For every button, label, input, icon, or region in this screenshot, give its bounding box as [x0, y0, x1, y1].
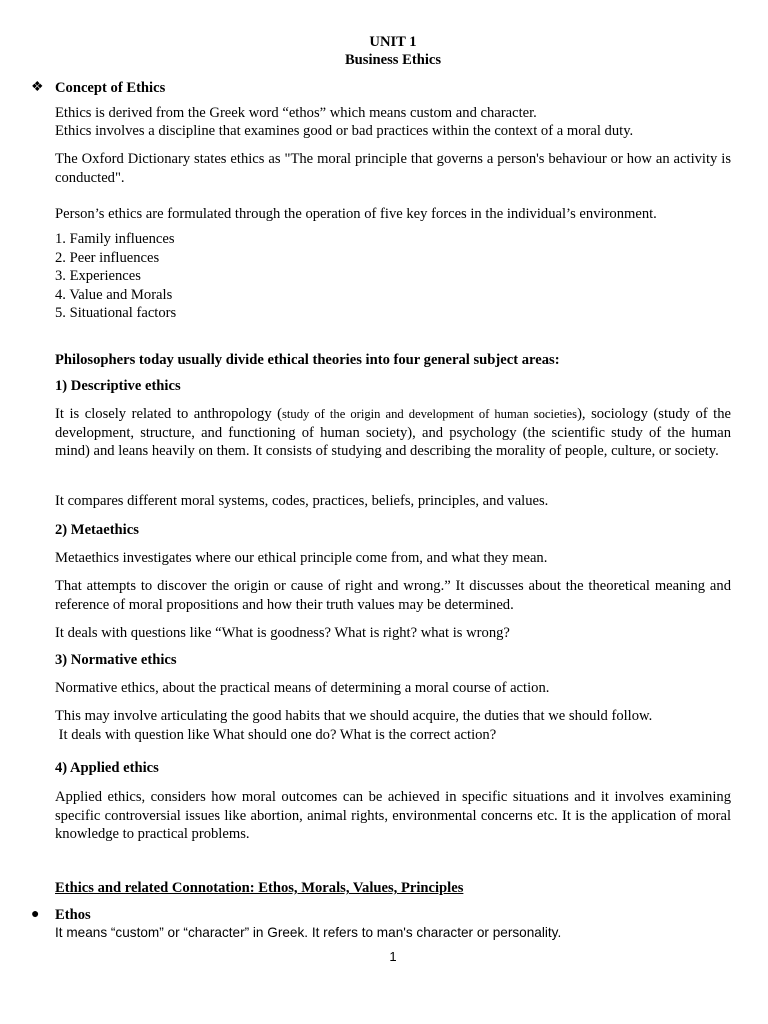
section-heading-connotation: Ethics and related Connotation: Ethos, Morals, Values, Principles	[55, 880, 464, 896]
forces-list	[55, 230, 731, 323]
paragraph-ethos-origin: Ethics is derived from the Greek word “ethos” which means custom and character.	[55, 105, 537, 121]
diamond-bullet-icon: ❖	[31, 80, 44, 95]
unit-title: UNIT 1	[369, 34, 417, 50]
paragraph-discipline: Ethics involves a discipline that examines good or bad practices within the context of a moral duty.	[55, 123, 634, 139]
paragraph-ethos: It means “custom” or “character” in Greek. It refers to man's character or personality.	[55, 925, 562, 940]
paragraph-questions: It deals with questions like “What is goodness? What is right? what is wrong?	[55, 625, 510, 641]
page-number: 1	[389, 949, 397, 964]
list-item: 1. Family influences	[55, 231, 175, 247]
paragraph-normative: Normative ethics, about the practical means of determining a moral course of action.	[55, 680, 550, 696]
paragraph-metaethics: Metaethics investigates where our ethical principle come from, and what they mean.	[55, 550, 548, 566]
list-item: 4. Value and Morals	[55, 286, 173, 303]
paragraph-compares: It compares different moral systems, codes, practices, beliefs, principles, and values.	[55, 493, 549, 509]
heading-ethos: Ethos	[55, 907, 91, 923]
list-item: 5. Situational factors	[55, 305, 177, 321]
heading-metaethics: 2) Metaethics	[55, 522, 139, 538]
paragraph-applied: Applied ethics, considers how moral outcomes can be achieved in specific situations and it involves examining specific controversial issues like abortion, animal rights, environmental concerns etc. It is the application of moral knowledge to practical problems.	[55, 789, 731, 842]
paragraph-origin-right-wrong: That attempts to discover the origin or cause of right and wrong.” It discusses about the theoretical meaning and reference of moral propositions and how their truth values may be determined.	[55, 578, 731, 613]
paragraph-what-should-one-do: It deals with question like What should one do? What is the correct action?	[55, 727, 497, 743]
section-heading-concept: Concept of Ethics	[55, 80, 166, 96]
paragraph-five-forces: Person’s ethics are formulated through the operation of five key forces in the individual’s environment.	[55, 206, 657, 222]
paragraph-good-habits: This may involve articulating the good habits that we should acquire, the duties that we should follow.	[55, 708, 653, 724]
round-bullet-icon: ●	[31, 907, 40, 922]
paragraph-descriptive: It is closely related to anthropology (study of the origin and development of human societies), sociology (study of the development, structure, and functioning of human society), and psychology (the scientific study of the human mind) and leans heavily on them. It consists of studying and describing the morality of people, culture, or society.	[55, 406, 731, 459]
section-heading-philosophers: Philosophers today usually divide ethical theories into four general subject areas:	[55, 352, 560, 368]
anthropology-definition: study of the origin and development of human societies	[282, 407, 578, 421]
heading-applied-ethics: 4) Applied ethics	[55, 760, 159, 776]
heading-normative-ethics: 3) Normative ethics	[55, 652, 177, 668]
list-item: 2. Peer influences	[55, 249, 160, 266]
list-item: 3. Experiences	[55, 268, 141, 284]
heading-descriptive-ethics: 1) Descriptive ethics	[55, 378, 181, 394]
paragraph-oxford-definition: The Oxford Dictionary states ethics as "The moral principle that governs a person's behaviour or how an activity is conducted".	[55, 151, 731, 186]
subject-title: Business Ethics	[344, 52, 442, 68]
